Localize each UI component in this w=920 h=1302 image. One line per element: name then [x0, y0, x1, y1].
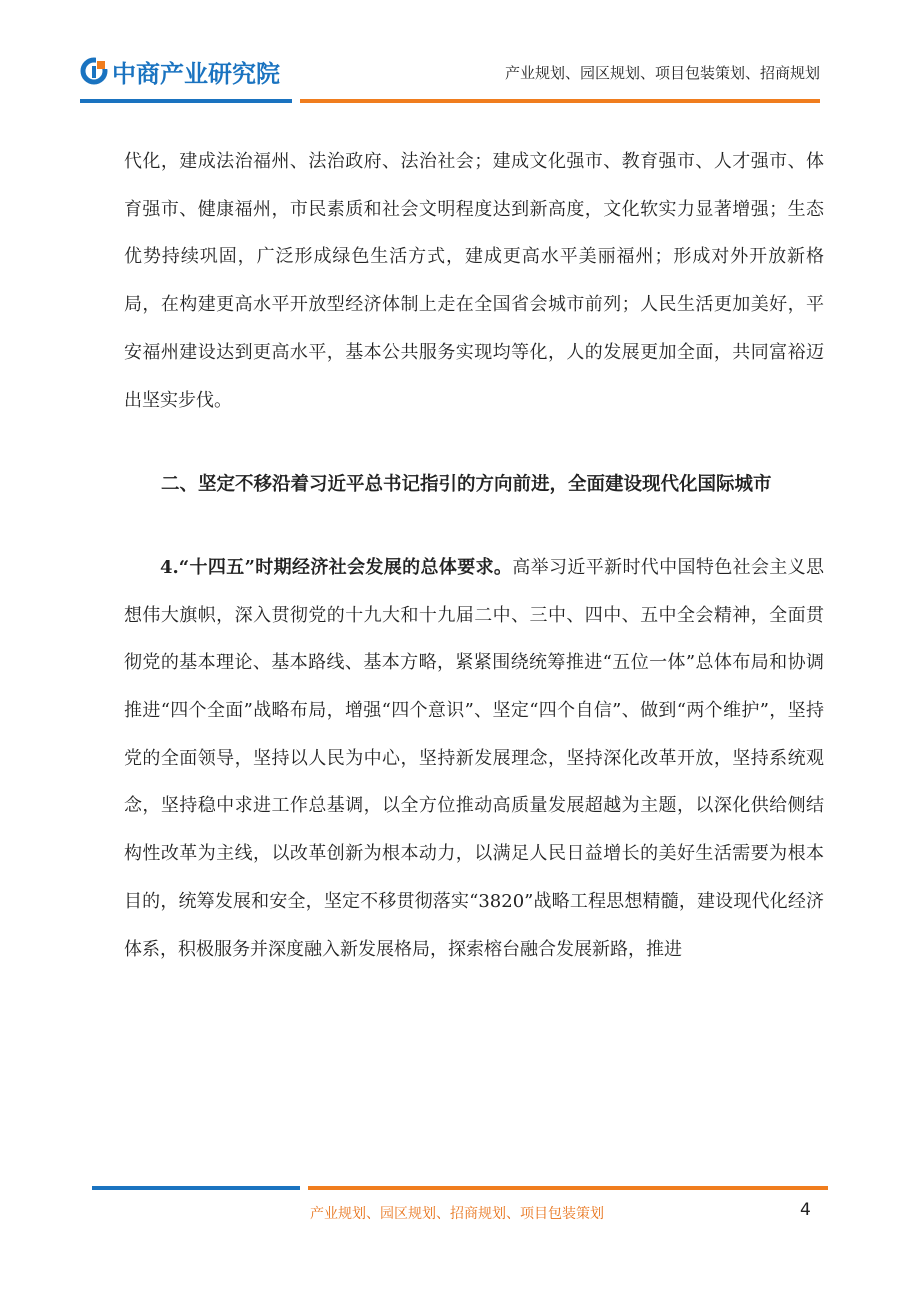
header-rule-blue	[80, 99, 292, 103]
header-tagline: 产业规划、园区规划、项目包装策划、招商规划	[504, 64, 820, 82]
footer-rule-blue	[92, 1186, 300, 1190]
logo-text: 中商产业研究院	[112, 59, 280, 88]
paragraph-item-4	[124, 544, 824, 973]
page-number: 4	[800, 1200, 811, 1220]
header-rule-orange	[300, 99, 820, 103]
paragraph-continuation: 代化，建成法治福州、法治政府、法治社会；建成文化强市、教育强市、人才强市、体育强市、健康福州，市民素质和社会文明程度达到新高度，文化软实力显著增强；生态优势持续巩固，广泛形成绿色生活方式，建成更高水平美丽福州；形成对外开放新格局，在构建更高水平开放型经济体制上走在全国省会城市前列；人民生活更加美好，平安福州建设达到更高水平，基本公共服务实现均等化，人的发展更加全面，共同富裕迈出坚实步伐。	[124, 151, 824, 411]
logo-mark-icon	[80, 57, 108, 85]
footer-tagline: 产业规划、园区规划、招商规划、项目包装策划	[310, 1206, 604, 1222]
item-4-lead: 4.“十四五”时期经济社会发展的总体要求。	[160, 556, 513, 578]
company-logo	[80, 55, 280, 87]
document-body	[124, 138, 824, 973]
section-heading: 二、坚定不移沿着习近平总书记指引的方向前进，全面建设现代化国际城市	[161, 474, 772, 496]
item-4-text: 高举习近平新时代中国特色社会主义思想伟大旗帜，深入贯彻党的十九大和十九届二中、三中、四中、五中全会精神，全面贯彻党的基本理论、基本路线、基本方略，紧紧围绕统筹推进“五位一体”总体布局和协调推进“四个全面”战略布局，增强“四个意识”、坚定“四个自信”、做到“两个维护”，坚持党的全面领导，坚持以人民为中心，坚持新发展理念，坚持深化改革开放，坚持系统观念，坚持稳中求进工作总基调，以全方位推动高质量发展超越为主题，以深化供给侧结构性改革为主线，以改革创新为根本动力，以满足人民日益增长的美好生活需要为根本目的，统筹发展和安全，坚定不移贯彻落实“3820”战略工程思想精髓，建设现代化经济体系，积极服务并深度融入新发展格局，探索榕台融合发展新路，推进	[124, 556, 825, 960]
footer-rule-orange	[308, 1186, 828, 1190]
